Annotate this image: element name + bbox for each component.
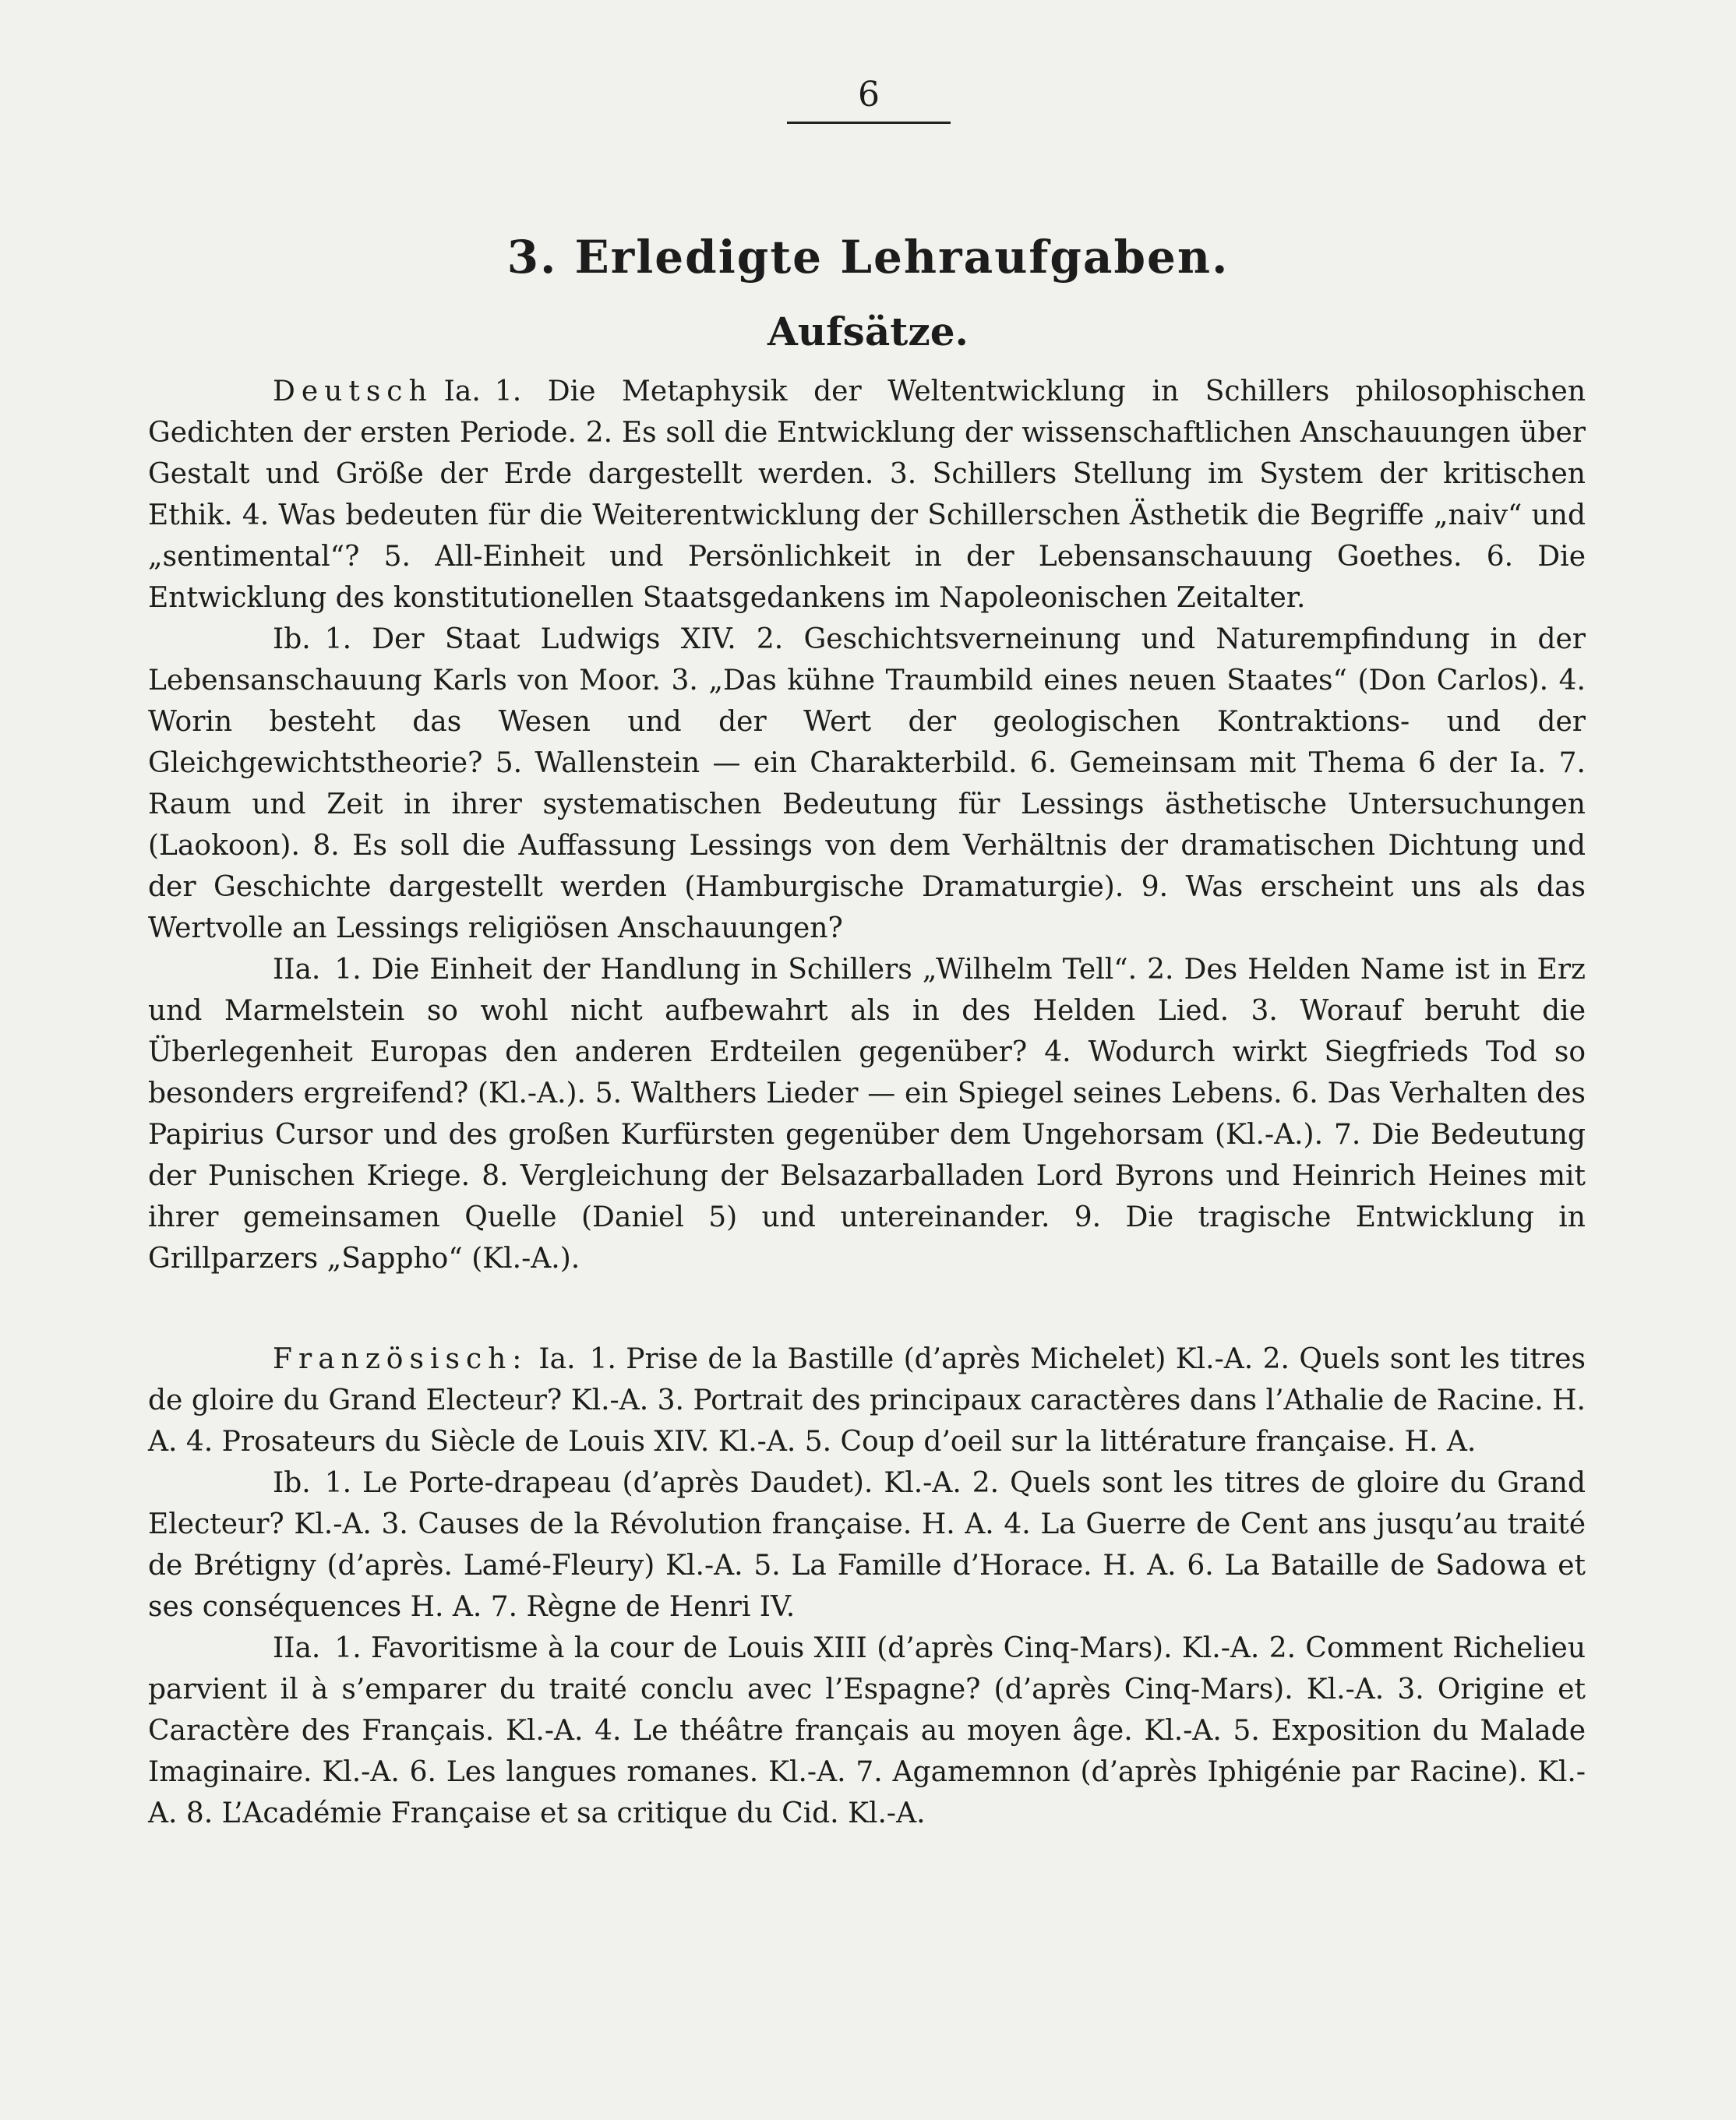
paragraph-text: 1. Le Porte-drapeau (d’après Daudet). Kl.-A. 2. Quels sont les titres de gloire du Grand Electeur? Kl.-A. 3. Causes de la Révolution française. H. A. 4. La Guerre de Cent ans jusqu’au traité de Brétigny (d’après. Lamé-Fleury) Kl.-A. 5. La Famille d’Horace. H. A. 6. La Bataille de Sadowa et ses conséquences H. A. 7. Règne de Henri IV. [148, 1467, 1586, 1623]
french-paragraph-ib [148, 1462, 1586, 1628]
class-label: IIa. [273, 1632, 321, 1664]
german-paragraph-ia [148, 371, 1586, 619]
paragraph-text: 1. Der Staat Ludwigs XIV. 2. Geschichtsverneinung und Naturempfindung in der Lebensanschauung Karls von Moor. 3. „Das kühne Traumbild eines neuen Staates“ (Don Carlos). 4. Worin besteht das Wesen und der Wert der geologischen Kontraktions- und der Gleichgewichtstheorie? 5. Wallenstein — ein Charakterbild. 6. Gemeinsam mit Thema 6 der Ia. 7. Raum und Zeit in ihrer systematischen Bedeutung für Lessings ästhetische Untersuchungen (Laokoon). 8. Es soll die Auffassung Lessings von dem Verhältnis der dramatischen Dichtung und der Geschichte dargestellt werden (Hamburgische Dramaturgie). 9. Was erscheint uns als das Wertvolle an Lessings religiösen Anschauungen? [148, 623, 1586, 944]
class-label: Ib. [273, 1467, 311, 1499]
french-paragraph-iia [148, 1628, 1586, 1834]
german-paragraph-ib [148, 619, 1586, 949]
paragraph-text: 1. Favoritisme à la cour de Louis XIII (d’après Cinq-Mars). Kl.-A. 2. Comment Richelieu parvient il à s’emparer du traité conclu avec l’Espagne? (d’après Cinq-Mars). Kl.-A. 3. Origine et Caractère des Français. Kl.-A. 4. Le théâtre français au moyen âge. Kl.-A. 5. Exposition du Malade Imaginaire. Kl.-A. 6. Les langues romanes. Kl.-A. 7. Agamemnon (d’après Iphigénie par Racine). Kl.-A. 8. L’Académie Française et sa critique du Cid. Kl.-A. [148, 1632, 1586, 1829]
section-title: 3. Erledigte Lehraufgaben. [506, 231, 1230, 284]
class-label: Ia. [538, 1343, 576, 1375]
sub-title: Aufsätze. [767, 309, 969, 355]
language-label-french: Französisch: [273, 1343, 528, 1375]
french-paragraph-ia [148, 1339, 1586, 1462]
paragraph-text: 1. Die Metaphysik der Weltentwicklung in Schillers philosophischen Gedichten der ersten Periode. 2. Es soll die Entwicklung der wissenschaftlichen Anschauungen über Gestalt und Größe der Erde dargestellt werden. 3. Schillers Stellung im System der kritischen Ethik. 4. Was bedeuten für die Weiterentwicklung der Schillerschen Ästhetik die Begriffe „naiv“ und „sentimental“? 5. All-Einheit und Persönlichkeit in der Lebensanschauung Goethes. 6. Die Entwicklung des konstitutionellen Staatsgedankens im Napoleonischen Zeitalter. [148, 376, 1586, 614]
paragraph-text: 1. Prise de la Bastille (d’après Michelet) Kl.-A. 2. Quels sont les titres de gloire du Grand Electeur? Kl.-A. 3. Portrait des principaux caractères dans l’Athalie de Racine. H. A. 4. Prosateurs du Siècle de Louis XIV. Kl.-A. 5. Coup d’oeil sur la littérature française. H. A. [148, 1343, 1586, 1458]
language-label-german: Deutsch [273, 376, 433, 407]
german-paragraph-iia [148, 949, 1586, 1279]
class-label: Ia. [443, 376, 481, 407]
class-label: Ib. [273, 623, 311, 655]
class-label: IIa. [273, 954, 321, 986]
page-number: 6 [787, 78, 951, 124]
paragraph-text: 1. Die Einheit der Handlung in Schillers „Wilhelm Tell“. 2. Des Helden Name ist in Erz und Marmelstein so wohl nicht aufbewahrt als in des Helden Lied. 3. Worauf beruht die Überlegenheit Europas den anderen Erdteilen gegenüber? 4. Wodurch wirkt Siegfrieds Tod so besonders ergreifend? (Kl.-A.). 5. Walthers Lieder — ein Spiegel seines Lebens. 6. Das Verhalten des Papirius Cursor und des großen Kurfürsten gegenüber dem Ungehorsam (Kl.-A.). 7. Die Bedeutung der Punischen Kriege. 8. Vergleichung der Belsazarballaden Lord Byrons und Heinrich Heines mit ihrer gemeinsamen Quelle (Daniel 5) und untereinander. 9. Die tragische Entwicklung in Grillparzers „Sappho“ (Kl.-A.). [148, 954, 1586, 1275]
french-essays-block [148, 1339, 1586, 1834]
german-essays-block [148, 371, 1586, 1279]
